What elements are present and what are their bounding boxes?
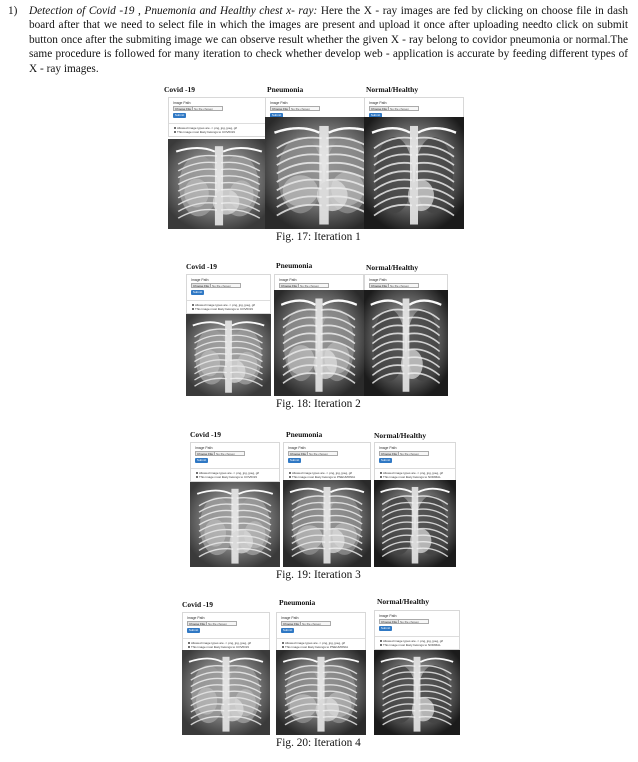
- panel-divider: [375, 636, 459, 637]
- image-path-label: Image Path:: [270, 101, 289, 105]
- upload-panel-pneumonia: [276, 612, 366, 652]
- figure-caption: Fig. 19: Iteration 3: [276, 569, 361, 581]
- bullet-icon: [196, 472, 198, 474]
- paragraph-text: [8, 4, 628, 76]
- file-input[interactable]: [270, 106, 320, 111]
- prediction-result: This image most likely belongs to PNEUMONIA: [285, 645, 349, 649]
- bullet-icon: [188, 646, 190, 648]
- choose-file-button[interactable]: Choose File: [197, 452, 214, 456]
- file-input[interactable]: [369, 106, 419, 111]
- choose-file-button[interactable]: Choose File: [281, 284, 298, 288]
- bullet-icon: [289, 472, 291, 474]
- allowed-types-text: Allowed image types are -> png, jpg, jpeg, gif: [383, 639, 443, 643]
- panel-divider: [169, 123, 269, 124]
- choose-file-button[interactable]: Choose File: [193, 284, 210, 288]
- upload-panel-pneumonia: [283, 442, 371, 482]
- file-input[interactable]: [281, 621, 331, 626]
- column-title-covid: Covid -19: [182, 600, 214, 609]
- image-path-label: Image Path:: [281, 616, 300, 620]
- no-file-text: No file chosen: [400, 452, 420, 456]
- bullet-icon: [380, 472, 382, 474]
- figure-caption: Fig. 18: Iteration 2: [276, 398, 361, 410]
- submit-button[interactable]: Submit: [174, 113, 185, 117]
- no-file-text: No file chosen: [194, 107, 214, 111]
- upload-panel-normal: [374, 442, 456, 482]
- bullet-icon: [380, 644, 382, 646]
- file-input[interactable]: [173, 106, 223, 111]
- file-input[interactable]: [191, 283, 241, 288]
- allowed-types-text: Allowed image types are -> png, jpg, jpeg, gif: [191, 641, 251, 645]
- column-title-pneumonia: Pneumonia: [279, 598, 316, 607]
- submit-button[interactable]: Submit: [192, 290, 203, 294]
- image-path-label: Image Path:: [369, 101, 388, 105]
- upload-panel-normal: [374, 610, 460, 650]
- panel-divider: [284, 468, 370, 469]
- panel-divider: [183, 638, 269, 639]
- bullet-icon: [380, 640, 382, 642]
- allowed-types-text: Allowed image types are -> png, jpg, jpeg, gif: [195, 303, 255, 307]
- bullet-icon: [174, 127, 176, 129]
- paragraph-body: Here the X - ray images are fed by clicking on choose file in dash board after that we need to select file in which the images are present and upload it once after uploading needto click on submit button once after the submiting image we can observe result whether the given X - ray belong to covidor pneumonia or normal.The same procedure is followed for many iteration to check whether develop web - application is accurate by feeding different types of X - ray images.: [29, 5, 629, 75]
- allowed-types-text: Allowed image types are -> png, jpg, jpeg, gif: [285, 641, 345, 645]
- no-file-text: No file chosen: [208, 622, 228, 626]
- column-title-normal: Normal/Healthy: [366, 263, 419, 272]
- prediction-result: This image most likely belongs to NORMAL: [383, 475, 441, 479]
- image-path-label: Image Path:: [191, 278, 210, 282]
- file-input[interactable]: [288, 451, 338, 456]
- submit-button[interactable]: Submit: [380, 458, 391, 462]
- column-title-normal: Normal/Healthy: [377, 597, 430, 606]
- xray-image-normal: [364, 117, 464, 229]
- submit-button[interactable]: Submit: [289, 458, 300, 462]
- no-file-text: No file chosen: [212, 284, 232, 288]
- choose-file-button[interactable]: Choose File: [189, 622, 206, 626]
- column-title-covid: Covid -19: [186, 262, 218, 271]
- bullet-icon: [188, 642, 190, 644]
- choose-file-button[interactable]: Choose File: [175, 107, 192, 111]
- submit-button[interactable]: Submit: [370, 113, 381, 117]
- choose-file-button[interactable]: Choose File: [272, 107, 289, 111]
- figure-caption: Fig. 20: Iteration 4: [276, 737, 361, 749]
- bullet-icon: [192, 304, 194, 306]
- xray-image-pneumonia: [283, 480, 371, 567]
- choose-file-button[interactable]: Choose File: [283, 622, 300, 626]
- choose-file-button[interactable]: Choose File: [371, 284, 388, 288]
- choose-file-button[interactable]: Choose File: [381, 620, 398, 624]
- column-title-normal: Normal/Healthy: [366, 85, 419, 94]
- file-input[interactable]: [187, 621, 237, 626]
- paragraph-title: Detection of Covid -19 , Pnuemonia and Healthy chest x- ray:: [29, 5, 318, 17]
- submit-button[interactable]: Submit: [271, 113, 282, 117]
- submit-button[interactable]: Submit: [188, 628, 199, 632]
- allowed-types-text: Allowed image types are -> png, jpg, jpeg, gif: [199, 471, 259, 475]
- bullet-icon: [380, 476, 382, 478]
- submit-button[interactable]: Submit: [380, 626, 391, 630]
- upload-panel-covid: [190, 442, 280, 482]
- upload-panel-covid: [168, 97, 270, 137]
- xray-image-normal: [374, 480, 456, 567]
- prediction-result: This image most likely belongs to PNEUMONIA: [292, 475, 356, 479]
- file-input[interactable]: [195, 451, 245, 456]
- column-title-pneumonia: Pneumonia: [286, 430, 323, 439]
- no-file-text: No file chosen: [300, 284, 320, 288]
- section-paragraph: [8, 4, 628, 76]
- allowed-types-text: Allowed image types are -> png, jpg, jpeg, gif: [292, 471, 352, 475]
- xray-image-normal: [374, 650, 460, 735]
- panel-divider: [375, 468, 455, 469]
- prediction-result: This image most likely belongs to NORMAL: [383, 643, 441, 647]
- submit-button[interactable]: Submit: [196, 458, 207, 462]
- xray-image-pneumonia: [276, 650, 366, 735]
- bullet-icon: [196, 476, 198, 478]
- image-path-label: Image Path:: [379, 614, 398, 618]
- no-file-text: No file chosen: [309, 452, 329, 456]
- no-file-text: No file chosen: [400, 620, 420, 624]
- file-input[interactable]: [279, 283, 329, 288]
- prediction-result: This image most likely belongs to COVID19: [177, 130, 235, 134]
- prediction-result: This image most likely belongs to COVID19: [191, 645, 249, 649]
- column-title-covid: Covid -19: [164, 85, 196, 94]
- column-title-pneumonia: Pneumonia: [267, 85, 304, 94]
- upload-panel-covid: [182, 612, 270, 652]
- allowed-types-text: Allowed image types are -> png, jpg, jpeg, gif: [177, 126, 237, 130]
- xray-image-covid: [168, 139, 270, 229]
- panel-divider: [191, 468, 279, 469]
- bullet-icon: [192, 308, 194, 310]
- choose-file-button[interactable]: Choose File: [381, 452, 398, 456]
- column-title-pneumonia: Pneumonia: [276, 261, 313, 270]
- image-path-label: Image Path:: [369, 278, 388, 282]
- xray-image-normal: [364, 290, 448, 396]
- no-file-text: No file chosen: [390, 284, 410, 288]
- image-path-label: Image Path:: [187, 616, 206, 620]
- column-title-normal: Normal/Healthy: [374, 431, 427, 440]
- image-path-label: Image Path:: [195, 446, 214, 450]
- file-input[interactable]: [379, 451, 429, 456]
- bullet-icon: [289, 476, 291, 478]
- prediction-result: This image most likely belongs to COVID19: [199, 475, 257, 479]
- xray-image-covid: [182, 650, 270, 735]
- bullet-icon: [282, 646, 284, 648]
- panel-divider: [187, 300, 270, 301]
- xray-image-covid: [186, 314, 271, 396]
- upload-panel-covid: [186, 274, 271, 314]
- column-title-covid: Covid -19: [190, 430, 222, 439]
- panel-divider: [277, 638, 365, 639]
- list-number: 1): [8, 5, 18, 17]
- xray-image-pneumonia: [274, 290, 364, 396]
- image-path-label: Image Path:: [173, 101, 192, 105]
- image-path-label: Image Path:: [279, 278, 298, 282]
- xray-image-covid: [190, 482, 280, 567]
- choose-file-button[interactable]: Choose File: [290, 452, 307, 456]
- bullet-icon: [282, 642, 284, 644]
- submit-button[interactable]: Submit: [282, 628, 293, 632]
- file-input[interactable]: [369, 283, 419, 288]
- no-file-text: No file chosen: [302, 622, 322, 626]
- figure-caption: Fig. 17: Iteration 1: [276, 231, 361, 243]
- image-path-label: Image Path:: [288, 446, 307, 450]
- image-path-label: Image Path:: [379, 446, 398, 450]
- no-file-text: No file chosen: [390, 107, 410, 111]
- prediction-result: This image most likely belongs to COVID19: [195, 307, 253, 311]
- choose-file-button[interactable]: Choose File: [371, 107, 388, 111]
- no-file-text: No file chosen: [216, 452, 236, 456]
- no-file-text: No file chosen: [291, 107, 311, 111]
- allowed-types-text: Allowed image types are -> png, jpg, jpeg, gif: [383, 471, 443, 475]
- bullet-icon: [174, 131, 176, 133]
- file-input[interactable]: [379, 619, 429, 624]
